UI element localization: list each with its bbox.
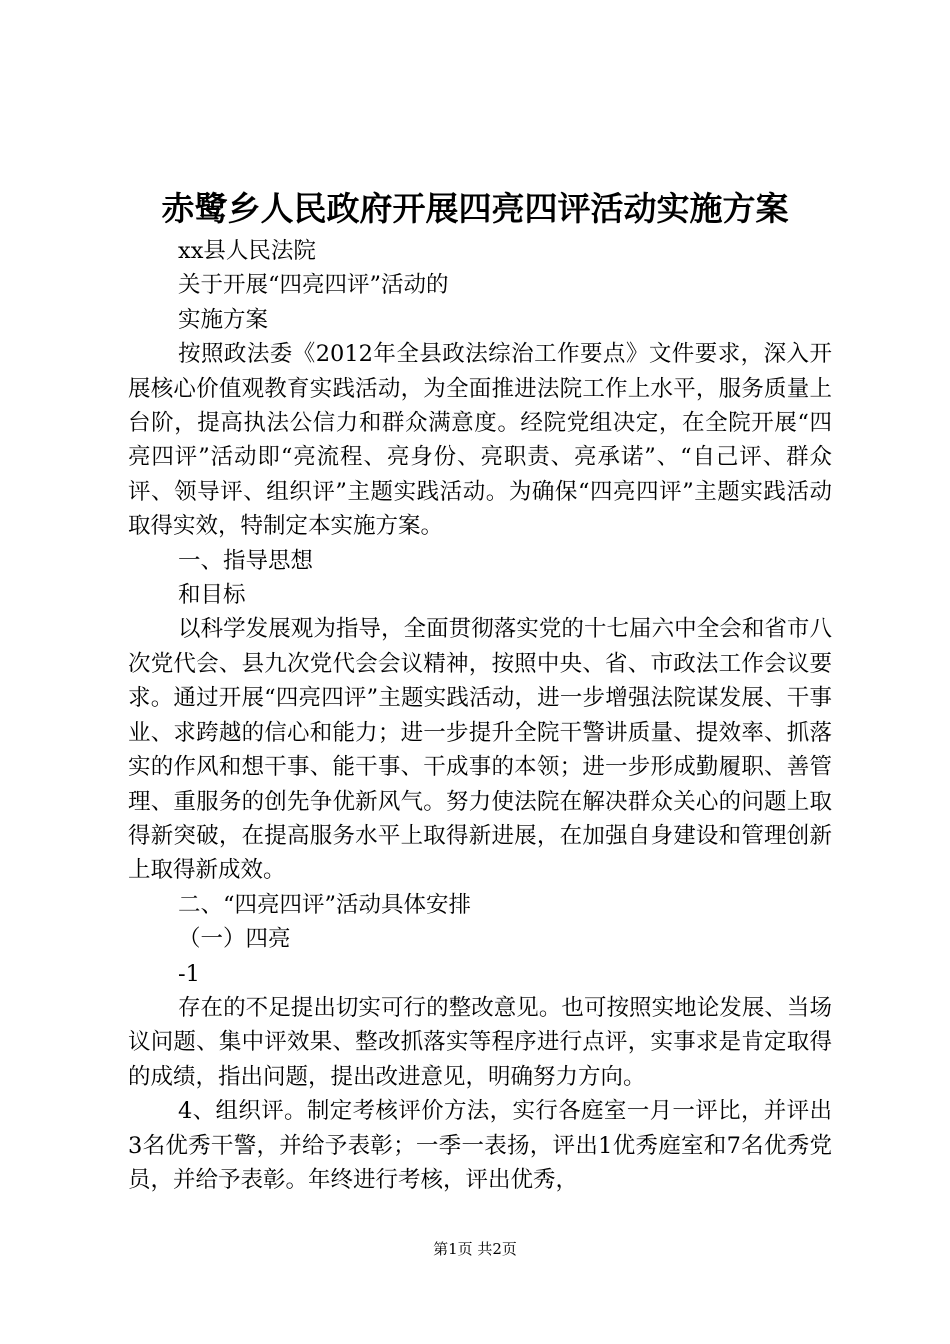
paragraph-intro: 按照政法委《2012年全县政法综治工作要点》文件要求，深入开展核心价值观教育实践活动，为全面推进法院工作上水平，服务质量上台阶，提高执法公信力和群众满意度。经院党组决定，在全院开展“四亮四评”活动即“亮流程、亮身份、亮职责、亮承诺”、“自己评、群众评、领导评、组织评”主题实践活动。为确保“四亮四评”主题实践活动取得实效，特制定本实施方案。 (128, 341, 832, 540)
paragraph-shortcomings: 存在的不足提出切实可行的整改意见。也可按照实地论发展、当场议问题、集中评效果、整改抓落实等程序进行点评，实事求是肯定取得的成绩，指出问题，提出改进意见，明确努力方向。 (128, 994, 832, 1090)
heading-guiding-thought: 一、指导思想 (178, 547, 314, 574)
paragraph-court-name: xx县人民法院 (178, 238, 316, 264)
paragraph-subject: 关于开展“四亮四评”活动的 (178, 272, 449, 299)
paragraph-marker: -1 (178, 960, 200, 987)
heading-four-liang: （一）四亮 (178, 926, 291, 953)
document-body (128, 234, 832, 1197)
paragraph-guiding-content: 以科学发展观为指导，全面贯彻落实党的十七届六中全会和省市八次党代会、县九次党代会会议精神，按照中央、省、市政法工作会议要求。通过开展“四亮四评”主题实践活动，进一步增强法院谋发展、干事业、求跨越的信心和能力；进一步提升全院干警讲质量、提效率、抓落实的作风和想干事、能干事、干成事的本领；进一步形成勤履职、善管理、重服务的创先争优新风气。努力使法院在解决群众关心的问题上取得新突破，在提高服务水平上取得新进展，在加强自身建设和管理创新上取得新成效。 (128, 616, 832, 884)
paragraph-organization-review: 4、组织评。制定考核评价方法，实行各庭室一月一评比，并评出3名优秀干警，并给予表彰；一季一表扬，评出1优秀庭室和7名优秀党员，并给予表彰。年终进行考核，评出优秀， (128, 1098, 832, 1193)
document-title: 赤鹭乡人民政府开展四亮四评活动实施方案 (161, 189, 789, 228)
heading-and-goals: 和目标 (178, 582, 246, 609)
paragraph-plan: 实施方案 (178, 306, 269, 333)
page-number: 第1页 共2页 (433, 1240, 517, 1258)
heading-arrangement: 二、“四亮四评”活动具体安排 (178, 891, 472, 918)
